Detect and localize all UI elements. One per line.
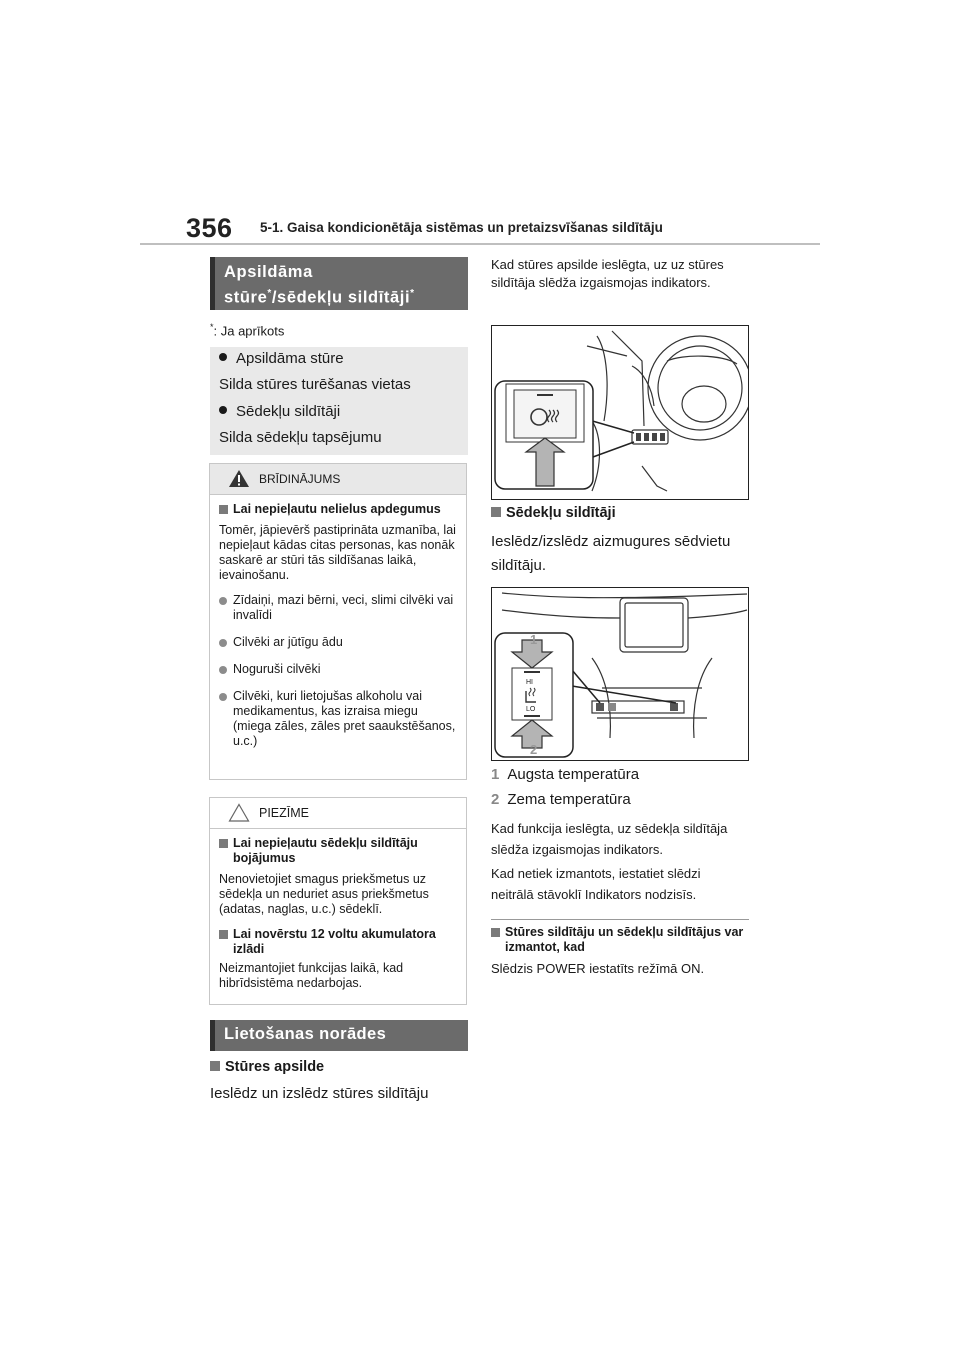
bullet-icon <box>219 406 227 414</box>
hi-label: HI <box>526 679 533 686</box>
square-bullet-icon <box>219 505 228 514</box>
feature-steering-desc: Silda stūres turēšanas vietas <box>219 376 411 393</box>
section-title-line1: Apsildāma <box>224 263 313 281</box>
legend-item-1: 1 Augsta temperatūra <box>491 766 640 783</box>
legend-item-2: 2 Zema temperatūra <box>491 791 631 808</box>
chapter-title: 5-1. Gaisa kondicionētāja sistēmas un pretaizsvīšanas sildītāju <box>260 220 663 235</box>
note-text: Nenovietojiet smagus priekšmetus uz sēdekļa un neduriet asus priekšmetus (adatas, naglas, u.c.) sēdeklī. <box>219 872 429 916</box>
feature-steering-title: Apsildāma stūre <box>219 350 344 367</box>
steering-text: Ieslēdz un izslēdz stūres sildītāju <box>210 1085 429 1102</box>
note-heading: Lai nepieļautu sēdekļu sildītāju bojājumus <box>219 836 457 866</box>
section-title-line2: stūre*/sēdekļu sildītāji* <box>224 288 415 307</box>
warning-icon <box>228 469 250 488</box>
warning-box <box>209 463 467 780</box>
page-number: 356 <box>186 213 233 243</box>
features-box <box>210 347 468 455</box>
seat-heater-figure <box>491 587 749 761</box>
seat-heater-illustration <box>492 588 748 760</box>
callout-2: 2 <box>530 742 538 757</box>
warning-title: BRĪDINĀJUMS <box>259 472 341 486</box>
callout-1: 1 <box>530 632 538 647</box>
feature-seat-desc: Silda sēdekļu tapsējumu <box>219 429 382 446</box>
warning-header <box>210 464 466 495</box>
section-title <box>210 257 468 310</box>
warning-text: Tomēr, jāpievērš pastiprināta uzmanība, lai nepieļaut kādas citas personas, kas nonāk saskarē ar stūri tās sildīšanas laikā, ievainošanu. <box>219 523 456 582</box>
caution-icon <box>228 803 250 822</box>
steering-switch-figure <box>491 325 749 500</box>
warning-heading: Lai nepieļautu nelielus apdegumus <box>219 502 457 517</box>
conditions-heading: Stūres sildītāju un sēdekļu sildītājus var izmantot, kad <box>491 925 746 955</box>
note-text: Neizmantojiet funkcijas laikā, kad hibrīdsistēma nedarbojas. <box>219 961 404 990</box>
warning-bullet: Noguruši cilvēki <box>219 662 457 677</box>
steering-switch-illustration <box>492 326 748 499</box>
note-heading: Lai novērstu 12 voltu akumulatora izlādi <box>219 927 457 957</box>
note-title: PIEZĪME <box>259 806 310 820</box>
section-divider <box>491 919 749 920</box>
warning-bullet: Cilvēki ar jūtīgu ādu <box>219 635 457 650</box>
seat-neutral-text: Kad netiek izmantots, iestatiet slēdzi neitrālā stāvoklī Indikators nodzisīs. <box>491 866 701 902</box>
usage-title: Lietošanas norādes <box>210 1020 468 1051</box>
steering-heading: Stūres apsilde <box>210 1059 324 1075</box>
seat-heading: Sēdekļu sildītāji <box>491 505 616 521</box>
feature-seat-title: Sēdekļu sildītāji <box>219 403 340 420</box>
header-rule <box>140 243 820 245</box>
note-header <box>210 798 466 829</box>
seat-text: Ieslēdz/izslēdz aizmugures sēdvietu sildītāju. <box>491 533 731 574</box>
footnote: *: Ja aprīkots <box>210 322 285 339</box>
conditions-text: Slēdzis POWER iestatīts režīmā ON. <box>491 961 705 976</box>
steering-indicator-text: Kad stūres apsilde ieslēgta, uz uz stūres sildītāja slēdža izgaismojas indikators. <box>491 257 724 290</box>
note-box <box>209 797 467 1005</box>
warning-bullet: Zīdaiņi, mazi bērni, veci, slimi cilvēki vai invalīdi <box>219 593 457 623</box>
warning-bullet: Cilvēki, kuri lietojušas alkoholu vai medikamentus, kas izraisa miegu (miega zāles, zāles pret saaukstēšanos, u.c.) <box>219 689 457 749</box>
seat-indicator-text: Kad funkcija ieslēgta, uz sēdekļa sildītāja slēdža izgaismojas indikators. <box>491 821 728 857</box>
lo-label: LO <box>526 706 536 713</box>
bullet-icon <box>219 353 227 361</box>
